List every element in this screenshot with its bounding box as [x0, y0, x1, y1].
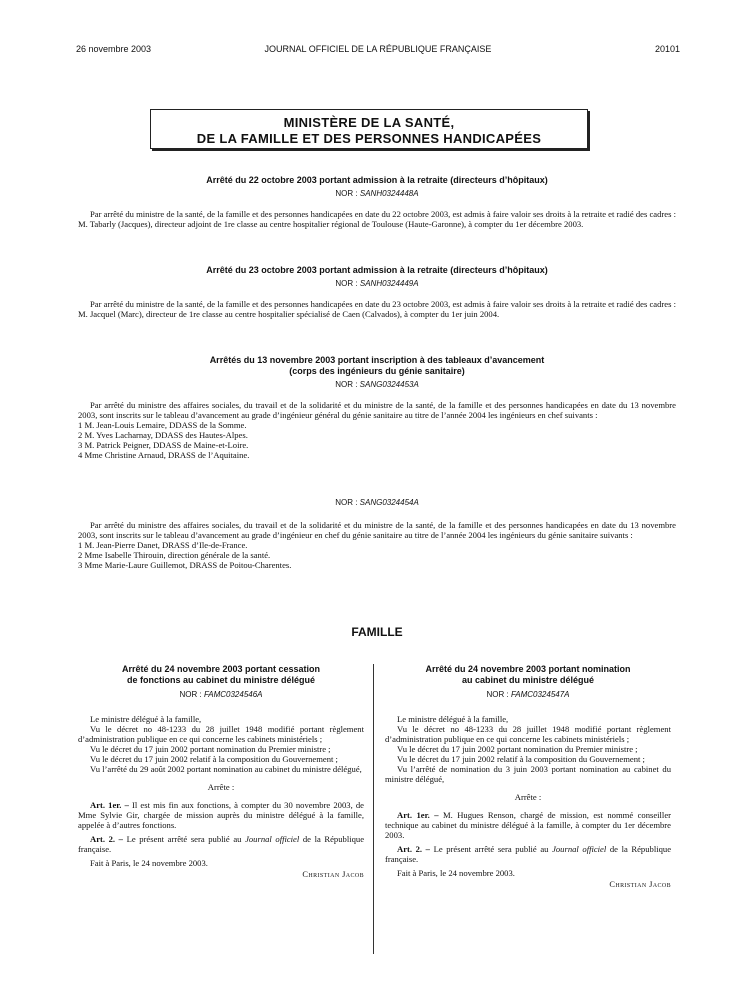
ministry-box [150, 109, 588, 149]
visa: Vu le décret du 17 juin 2002 portant nomination du Premier ministre ; [397, 744, 638, 754]
arrete-title: Arrêté du 22 octobre 2003 portant admission à la retraite (directeurs d’hôpitaux) [206, 175, 548, 185]
list-item: 3 M. Patrick Peigner, DDASS de Maine-et-Loire. [78, 440, 249, 450]
visa: Vu l’arrêté du 29 août 2002 portant nomination au cabinet du ministre délégué, [90, 764, 362, 774]
nor-code: FAMC0324546A [203, 690, 263, 699]
right-column [385, 664, 671, 890]
arrete-title: Arrêté du 23 octobre 2003 portant admission à la retraite (directeurs d’hôpitaux) [206, 265, 548, 275]
nor-code: SANG0324453A [359, 380, 419, 389]
article-label: Art. 1er. – [90, 800, 129, 810]
arrete-block [78, 265, 676, 319]
article-text: Il est mis fin aux fonctions, à compter du 30 novembre 2003, de Mme Sylvie Gir, chargée de mission auprès du ministre délégué à la famille, appelée à d’autres fonctions. [78, 800, 364, 830]
article-1 [385, 810, 671, 840]
ministry-line-1: MINISTÈRE DE LA SANTÉ, [283, 115, 455, 130]
avancement-text: Par arrêté du ministre des affaires sociales, du travail et de la solidarité et du ministre de la santé, de la famille et des personnes handicapées en date du 13 novembre 2003, sont inscrits sur le tableau d’avancement au grade d’ingénieur en chef du génie sanitaire au titre de l’année 2004 les ingénieurs du génie sanitaire suivants : [78, 520, 676, 540]
article-1 [78, 800, 364, 830]
column-divider [373, 664, 374, 954]
article-2 [78, 834, 364, 854]
list-item: 4 Mme Christine Arnaud, DRASS de l’Aquitaine. [78, 450, 250, 460]
nor-code: SANH0324448A [359, 189, 419, 198]
list-item: 1 M. Jean-Louis Lemaire, DDASS de la Somme. [78, 420, 247, 430]
article-text-a: Le présent arrêté sera publié au [433, 844, 549, 854]
article-text: M. Hugues Renson, chargé de mission, est nommé conseiller technique au cabinet du ministre délégué à la famille, à compter du 1er décembre 2003. [385, 810, 671, 840]
inscription-list [78, 420, 676, 460]
nor-label: NOR : [335, 279, 358, 288]
nor-label: NOR : [486, 690, 509, 699]
article-text-b: de la République française. [78, 834, 365, 854]
arrete-block [78, 175, 676, 229]
nor-line [78, 380, 676, 390]
list-item: 2 M. Yves Lacharnay, DDASS des Hautes-Alpes. [78, 430, 248, 440]
avancement-title-2: (corps des ingénieurs du génie sanitaire) [289, 366, 465, 376]
inscription-list [78, 540, 676, 570]
intro-text: Le ministre délégué à la famille, [397, 714, 509, 724]
signature: Christian Jacob [302, 870, 364, 879]
article-label: Art. 2. – [90, 834, 123, 844]
list-item: 3 Mme Marie-Laure Guillemot, DRASS de Poitou-Charentes. [78, 560, 292, 570]
nor-label: NOR : [335, 498, 358, 507]
visa: Vu le décret no 48-1233 du 28 juillet 1948 modifié portant règlement d’administration publique en ce qui concerne les cabinets ministériels ; [385, 724, 671, 744]
arrete-word: Arrête : [514, 792, 542, 802]
right-title-2: au cabinet du ministre délégué [461, 675, 595, 685]
right-title-1: Arrêté du 24 novembre 2003 portant nomination [425, 664, 631, 674]
article-text-a: Le présent arrêté sera publié au [126, 834, 242, 844]
avancement-block-2 [78, 498, 676, 570]
intro-text: Le ministre délégué à la famille, [90, 714, 202, 724]
visa: Vu le décret du 17 juin 2002 relatif à la composition du Gouvernement ; [397, 754, 645, 764]
visa: Vu le décret du 17 juin 2002 relatif à la composition du Gouvernement ; [90, 754, 338, 764]
signature: Christian Jacob [609, 880, 671, 889]
avancement-title-1: Arrêtés du 13 novembre 2003 portant inscription à des tableaux d’avancement [209, 355, 545, 365]
nor-line [78, 690, 364, 700]
left-title-2: de fonctions au cabinet du ministre délégué [126, 675, 316, 685]
page-number: 20101 [654, 44, 680, 54]
fait-line: Fait à Paris, le 24 novembre 2003. [90, 858, 208, 868]
list-item: 1 M. Jean-Pierre Danet, DRASS d’Ile-de-France. [78, 540, 248, 550]
article-text-b: de la République française. [385, 844, 672, 864]
nor-code: FAMC0324547A [510, 690, 570, 699]
section-title: FAMILLE [351, 625, 403, 639]
arrete-text: Par arrêté du ministre de la santé, de la famille et des personnes handicapées en date du 22 octobre 2003, est admis à faire valoir ses droits à la retraite et radié des cadres : M. Tabarly (Jacques), directeur adjoint de 1re classe au centre hospitalier régional de Toulouse (Haute-Garonne), à compter du 1er décembre 2003. [78, 209, 676, 229]
journal-name: Journal officiel [245, 834, 300, 844]
avancement-block [78, 355, 676, 460]
header-date: 26 novembre 2003 [76, 44, 152, 54]
journal-title: JOURNAL OFFICIEL DE LA RÉPUBLIQUE FRANÇAISE [264, 44, 492, 54]
nor-line [78, 279, 676, 289]
journal-name: Journal officiel [552, 844, 607, 854]
nor-line [385, 690, 671, 700]
article-label: Art. 1er. – [397, 810, 439, 820]
left-column [78, 664, 364, 880]
nor-label: NOR : [335, 380, 358, 389]
visa: Vu le décret no 48-1233 du 28 juillet 1948 modifié portant règlement d’administration publique en ce qui concerne les cabinets ministériels ; [78, 724, 364, 744]
nor-code: SANG0324454A [359, 498, 419, 507]
left-title-1: Arrêté du 24 novembre 2003 portant cessation [121, 664, 321, 674]
avancement-text: Par arrêté du ministre des affaires sociales, du travail et de la solidarité et du ministre de la santé, de la famille et des personnes handicapées en date du 13 novembre 2003, sont inscrits sur le tableau d’avancement au grade d’ingénieur général du génie sanitaire au titre de l’année 2004 les ingénieurs en chef suivants : [78, 400, 676, 420]
ministry-line-2: DE LA FAMILLE ET DES PERSONNES HANDICAPÉES [196, 131, 542, 146]
page-header [76, 44, 680, 58]
visa: Vu le décret du 17 juin 2002 portant nomination du Premier ministre ; [90, 744, 331, 754]
article-2 [385, 844, 671, 864]
nor-line [78, 498, 676, 508]
fait-line: Fait à Paris, le 24 novembre 2003. [397, 868, 515, 878]
nor-code: SANH0324449A [359, 279, 419, 288]
article-label: Art. 2. – [397, 844, 430, 854]
nor-line [78, 189, 676, 199]
nor-label: NOR : [179, 690, 202, 699]
list-item: 2 Mme Isabelle Thirouin, direction générale de la santé. [78, 550, 271, 560]
arrete-word: Arrête : [207, 782, 235, 792]
arrete-text: Par arrêté du ministre de la santé, de la famille et des personnes handicapées en date du 23 octobre 2003, est admis à faire valoir ses droits à la retraite et radié des cadres : M. Jacquel (Marc), directeur de 1re classe au centre hospitalier spécialisé de Caen (Calvados), à compter du 1er juin 2004. [78, 299, 676, 319]
visa: Vu l’arrêté de nomination du 3 juin 2003 portant nomination au cabinet du ministre délégué, [385, 764, 671, 784]
nor-label: NOR : [335, 189, 358, 198]
